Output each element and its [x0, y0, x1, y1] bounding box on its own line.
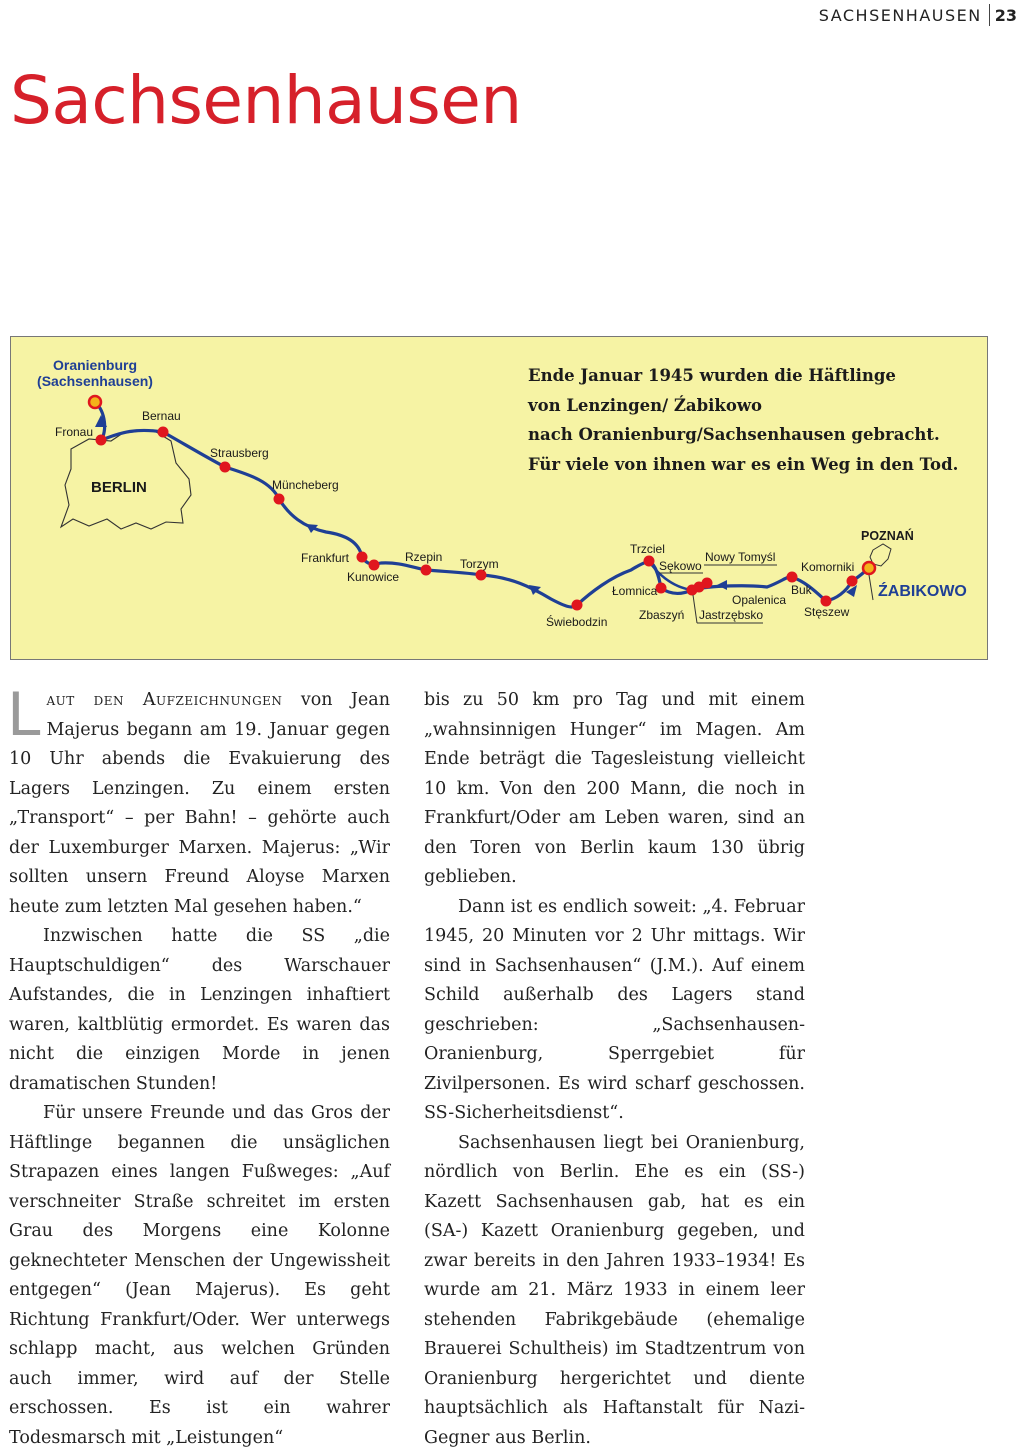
map-caption — [528, 361, 968, 479]
stop-swiebodzin — [572, 600, 583, 611]
label-trzciel: Trzciel — [630, 542, 665, 556]
stop-buk — [847, 576, 858, 587]
stop-strausberg — [220, 462, 231, 473]
label-jastrzebsko: Jastrzębsko — [699, 608, 763, 622]
page-title: Sachsenhausen — [10, 62, 522, 139]
stop-oranienburg — [89, 396, 101, 408]
label-swiebodzin: Świebodzin — [546, 614, 607, 629]
label-strausberg: Strausberg — [210, 446, 269, 460]
text-column-left — [9, 686, 390, 1453]
label-steszew: Stęszew — [804, 605, 850, 619]
label-buk: Buk — [791, 583, 813, 597]
stop-kunowice — [369, 560, 380, 571]
label-muencheberg: Müncheberg — [272, 478, 339, 492]
stop-frankfurt — [357, 552, 368, 563]
page-number: 23 — [995, 6, 1017, 25]
route-map — [10, 336, 988, 660]
label-torzym: Torzym — [460, 557, 499, 571]
paragraph: Sachsenhausen liegt bei Oranienburg, nördlich von Berlin. Ehe es ein (SS-) Kazett Sachsenhausen gab, hat es ein (SA-) Kazett Oranienburg gegeben, und zwar bereits in den Jahren 1933–1934! Es wurde am 21. März 1933 in einem leer stehenden Fabrikgebäude (ehemalige Brauerei Schultheis) im Stadtzentrum von Oranienburg hergerichtet und diente hauptsächlich als Haftanstalt für Nazi-Gegner aus Berlin. — [424, 1129, 805, 1453]
paragraph: Inzwischen hatte die SS „die Hauptschuldigen“ des Warschauer Aufstandes, die in Lenzingen inhaftiert waren, kaltblütig ermordet. Es waren das nicht die einzigen Morde in jenen dramatischen Stunden! — [9, 922, 390, 1099]
drop-cap: L — [7, 690, 40, 740]
stop-rzepin — [421, 565, 432, 576]
leader-zabikowo — [869, 575, 873, 600]
label-sekowo: Sękowo — [659, 559, 702, 573]
label-oranienburg: Oranienburg — [53, 357, 137, 373]
leader-jastrzebsko — [693, 595, 697, 623]
label-berlin: BERLIN — [91, 479, 147, 496]
label-lomnica: Łomnica — [612, 584, 658, 598]
paragraph-text: von Jean Majerus begann am 19. Januar gegen 10 Uhr abends die Evakuierung des Lagers Lenzingen. Zu einem ersten „Transport“ – per Bahn! – gehörte auch der Luxemburger Marxen. Majerus: „Wir sollten unsern Freund Aloyse Marxen heute zum letzten Mal gesehen haben.“ — [9, 690, 390, 917]
label-poznan: POZNAŃ — [861, 528, 914, 543]
stop-opalenica — [787, 572, 798, 583]
label-nowy-tomysl: Nowy Tomyśl — [705, 550, 775, 564]
map-caption-line: nach Oranienburg/Sachsenhausen gebracht. — [528, 420, 968, 450]
label-opalenica: Opalenica — [732, 593, 786, 607]
label-komorniki: Komorniki — [801, 560, 854, 574]
text-column-right — [424, 686, 805, 1453]
label-bernau: Bernau — [142, 409, 181, 423]
label-fronau: Fronau — [55, 425, 93, 439]
paragraph: Für unsere Freunde und das Gros der Häftlinge begannen die unsäglichen Strapazen eines langen Fußweges: „Auf verschneiter Straße schreitet im ersten Grau des Morgens eine Kolonne geknechteter Menschen der Ungewissheit entgegen“ (Jean Majerus). Es geht Richtung Frankfurt/Oder. Wer unterwegs schlapp macht, aus welchen Gründen auch immer, wird auf der Stelle erschossen. Es ist ein wahrer Todesmarsch mit „Leistungen“ — [9, 1099, 390, 1453]
stop-muencheberg — [274, 494, 285, 505]
stop-zabikowo — [863, 562, 875, 574]
stop-bernau — [158, 427, 169, 438]
stop-fronau — [96, 435, 107, 446]
stop-torzym — [476, 570, 487, 581]
lead-smallcaps: aut den Aufzeichnungen — [46, 690, 282, 710]
map-caption-line: von Lenzingen/ Źabikowo — [528, 391, 968, 421]
running-head-divider — [989, 4, 990, 26]
paragraph: bis zu 50 km pro Tag und mit einem „wahnsinnigen Hunger“ im Magen. Am Ende beträgt die Tagesleistung vielleicht 10 km. Von den 200 Mann, die noch in Frankfurt/Oder am Leben waren, sind an den Toren von Berlin kaum 130 übrig geblieben. — [424, 686, 805, 893]
running-head — [819, 4, 1017, 26]
map-caption-line: Ende Januar 1945 wurden die Häftlinge — [528, 361, 968, 391]
paragraph: Dann ist es endlich soweit: „4. Februar 1945, 20 Minuten vor 2 Uhr mittags. Wir sind in Sachsenhausen“ (J.M.). Auf einem Schild außerhalb des Lagers stand geschrieben: „Sachsenhausen-Oranienburg, Sperrgebiet für Zivilpersonen. Es wird scharf geschossen. SS-Sicherheitsdienst“. — [424, 893, 805, 1129]
label-frankfurt: Frankfurt — [301, 551, 350, 565]
paragraph — [9, 686, 390, 922]
label-sachsenhausen: (Sachsenhausen) — [37, 373, 153, 389]
route-arrow — [717, 580, 727, 590]
stop-trzciel — [644, 556, 655, 567]
label-zbaszyn: Zbaszyń — [639, 608, 684, 622]
label-kunowice: Kunowice — [347, 570, 399, 584]
stop-nowy-tomysl — [702, 578, 713, 589]
running-head-section: SACHSENHAUSEN — [819, 6, 982, 25]
label-rzepin: Rzepin — [405, 550, 442, 564]
label-zabikowo: ŹABIKOWO — [878, 581, 967, 600]
map-caption-line: Für viele von ihnen war es ein Weg in den Tod. — [528, 450, 968, 480]
